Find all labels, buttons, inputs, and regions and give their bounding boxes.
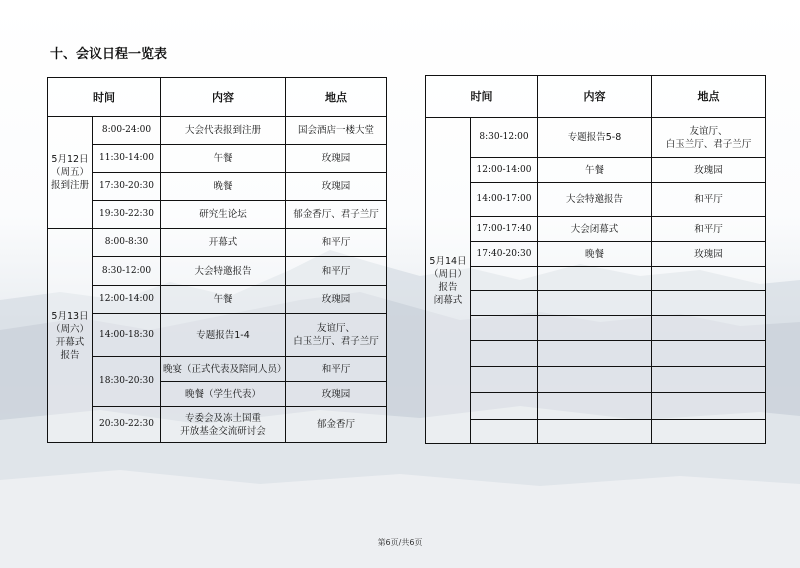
- empty-row: [426, 267, 766, 291]
- place-cell: 玫瑰园: [286, 145, 387, 173]
- content-cell: 研究生论坛: [161, 201, 286, 229]
- content-cell: 晚餐（学生代表）: [161, 382, 286, 407]
- time-cell: 14:00-17:00: [471, 183, 538, 217]
- table-header-row: [426, 76, 766, 118]
- table-header-row: [48, 78, 387, 117]
- place-cell: 友谊厅、 白玉兰厅、君子兰厅: [652, 118, 766, 158]
- empty-row: [426, 316, 766, 341]
- day-label-may12: 5月12日 （周五） 报到注册: [48, 117, 93, 229]
- empty-cell: [471, 291, 538, 316]
- table-row: [48, 257, 387, 286]
- empty-cell: [538, 267, 652, 291]
- time-cell: 17:30-20:30: [93, 173, 161, 201]
- empty-row: [426, 291, 766, 316]
- empty-cell: [538, 341, 652, 367]
- time-cell: 8:00-24:00: [93, 117, 161, 145]
- content-cell: 晚餐: [538, 242, 652, 267]
- place-cell: 玫瑰园: [652, 242, 766, 267]
- empty-row: [426, 393, 766, 420]
- empty-cell: [538, 420, 652, 444]
- header-place: 地点: [286, 78, 387, 117]
- content-cell: 开幕式: [161, 229, 286, 257]
- content-cell: 大会代表报到注册: [161, 117, 286, 145]
- empty-cell: [652, 367, 766, 393]
- schedule-table-left: [47, 77, 387, 443]
- content-cell: 午餐: [161, 286, 286, 314]
- empty-cell: [652, 420, 766, 444]
- time-cell: 12:00-14:00: [471, 158, 538, 183]
- time-cell: 17:00-17:40: [471, 217, 538, 242]
- table-row: [48, 407, 387, 443]
- place-cell: 友谊厅、 白玉兰厅、君子兰厅: [286, 314, 387, 357]
- content-cell: 专题报告5-8: [538, 118, 652, 158]
- place-cell: 玫瑰园: [286, 286, 387, 314]
- content-cell: 午餐: [161, 145, 286, 173]
- table-row: [426, 217, 766, 242]
- place-cell: 和平厅: [286, 257, 387, 286]
- table-row: [48, 357, 387, 382]
- empty-cell: [652, 393, 766, 420]
- table-row: [426, 183, 766, 217]
- schedule-table-right: [425, 75, 766, 444]
- page-title: 十、会议日程一览表: [50, 47, 168, 62]
- empty-cell: [652, 316, 766, 341]
- time-cell: 11:30-14:00: [93, 145, 161, 173]
- empty-row: [426, 341, 766, 367]
- empty-row: [426, 420, 766, 444]
- time-cell: 14:00-18:30: [93, 314, 161, 357]
- empty-cell: [538, 316, 652, 341]
- empty-row: [426, 367, 766, 393]
- time-cell: 8:30-12:00: [471, 118, 538, 158]
- empty-cell: [538, 291, 652, 316]
- table-row: [48, 314, 387, 357]
- empty-cell: [652, 341, 766, 367]
- time-cell: 18:30-20:30: [93, 357, 161, 407]
- header-content: 内容: [161, 78, 286, 117]
- time-cell: 17:40-20:30: [471, 242, 538, 267]
- empty-cell: [471, 420, 538, 444]
- place-cell: 和平厅: [286, 357, 387, 382]
- content-cell: 晚餐: [161, 173, 286, 201]
- empty-cell: [471, 267, 538, 291]
- time-cell: 8:00-8:30: [93, 229, 161, 257]
- table-row: [426, 242, 766, 267]
- table-row: [48, 145, 387, 173]
- empty-cell: [471, 393, 538, 420]
- content-cell: 专题报告1-4: [161, 314, 286, 357]
- place-cell: 国会酒店一楼大堂: [286, 117, 387, 145]
- place-cell: 和平厅: [286, 229, 387, 257]
- place-cell: 玫瑰园: [652, 158, 766, 183]
- place-cell: 和平厅: [652, 183, 766, 217]
- table-row: [48, 201, 387, 229]
- table-row: [426, 158, 766, 183]
- day-label-may14: 5月14日 （周日） 报告 闭幕式: [426, 118, 471, 444]
- table-row: [48, 229, 387, 257]
- time-cell: 12:00-14:00: [93, 286, 161, 314]
- content-cell: 晚宴（正式代表及陪同人员）: [161, 357, 286, 382]
- table-row: [48, 286, 387, 314]
- place-cell: 和平厅: [652, 217, 766, 242]
- page-footer: 第6页/共6页: [377, 538, 423, 547]
- content-cell: 午餐: [538, 158, 652, 183]
- table-row: [48, 173, 387, 201]
- content-cell: 大会特邀报告: [161, 257, 286, 286]
- content-cell: 大会闭幕式: [538, 217, 652, 242]
- header-time: 时间: [426, 76, 538, 118]
- table-row: [426, 118, 766, 158]
- header-place: 地点: [652, 76, 766, 118]
- empty-cell: [538, 367, 652, 393]
- table-row: [48, 117, 387, 145]
- place-cell: 玫瑰园: [286, 173, 387, 201]
- place-cell: 玫瑰园: [286, 382, 387, 407]
- place-cell: 郁金香厅、君子兰厅: [286, 201, 387, 229]
- content-cell: 大会特邀报告: [538, 183, 652, 217]
- time-cell: 8:30-12:00: [93, 257, 161, 286]
- header-time: 时间: [48, 78, 161, 117]
- empty-cell: [471, 367, 538, 393]
- header-content: 内容: [538, 76, 652, 118]
- empty-cell: [652, 267, 766, 291]
- empty-cell: [471, 316, 538, 341]
- empty-cell: [652, 291, 766, 316]
- time-cell: 20:30-22:30: [93, 407, 161, 443]
- empty-cell: [538, 393, 652, 420]
- time-cell: 19:30-22:30: [93, 201, 161, 229]
- empty-cell: [471, 341, 538, 367]
- place-cell: 郁金香厅: [286, 407, 387, 443]
- content-cell: 专委会及冻土国重 开放基金交流研讨会: [161, 407, 286, 443]
- day-label-may13: 5月13日 （周六） 开幕式 报告: [48, 229, 93, 443]
